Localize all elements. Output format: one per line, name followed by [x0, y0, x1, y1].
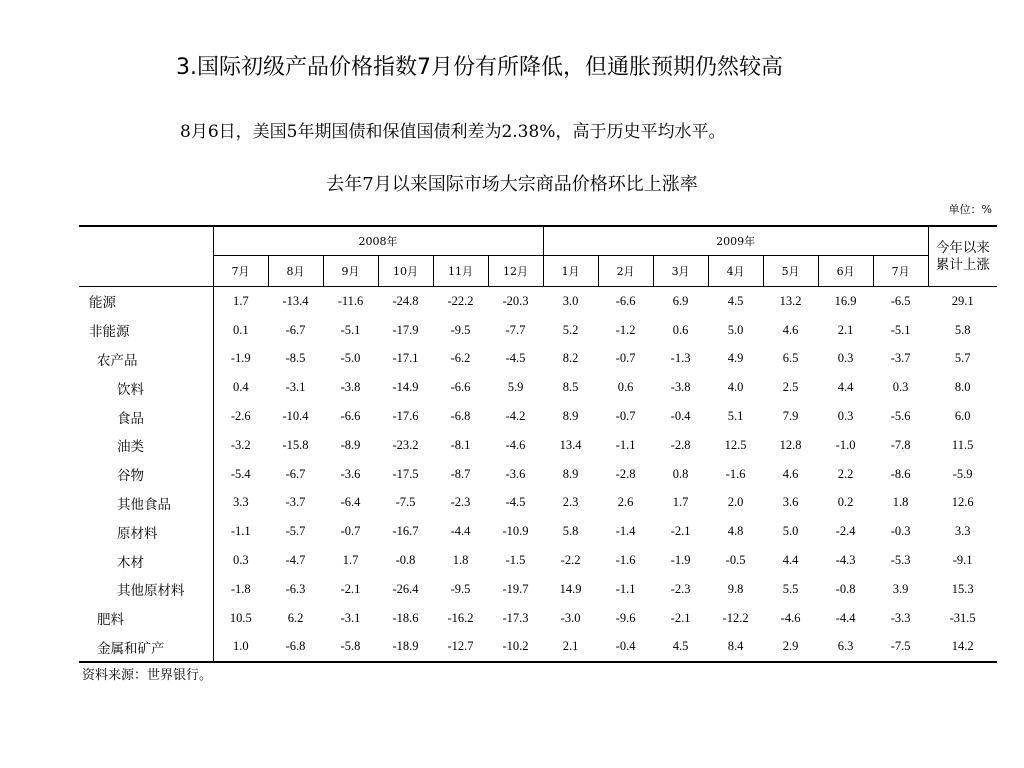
- header-year-2009: 2009年: [543, 226, 928, 256]
- header-cumulative-text: 今年以来累计上涨: [935, 239, 990, 273]
- cell-value: -10.4: [282, 409, 309, 424]
- cell-value: -10.9: [502, 524, 529, 539]
- cell-value: 2.9: [782, 639, 799, 654]
- cell-value: 4.5: [708, 287, 763, 316]
- cell-value: 5.9: [507, 380, 524, 395]
- cell-value: -7.8: [890, 437, 911, 452]
- cell-value: -1.8: [213, 575, 268, 604]
- cell-value: 2.6: [617, 495, 634, 510]
- cell-value: 1.8: [452, 553, 469, 568]
- cell-value: -4.7: [285, 553, 306, 568]
- cell-value: -17.6: [392, 409, 419, 424]
- cell-value: -4.5: [505, 351, 526, 366]
- cell-value: 4.6: [782, 466, 799, 481]
- cell-value: 5.0: [727, 322, 744, 337]
- cell-value: 8.4: [727, 639, 744, 654]
- cell-value: 8.9: [562, 466, 579, 481]
- cell-value: -12.7: [447, 639, 474, 654]
- cell-value: -17.3: [502, 610, 529, 625]
- cell-value: -8.5: [285, 351, 306, 366]
- cell-value: -2.1: [670, 524, 691, 539]
- cell-value: 0.6: [617, 380, 634, 395]
- header-month: 3月: [653, 256, 708, 287]
- cell-value: -9.5: [450, 581, 471, 596]
- cell-value: -5.1: [340, 322, 361, 337]
- cell-value: -17.5: [392, 466, 419, 481]
- table-row: [79, 546, 997, 575]
- header-corner: [79, 226, 213, 287]
- cell-value: -3.1: [285, 380, 306, 395]
- header-month: 5月: [763, 256, 818, 287]
- source-note: 资料来源：世界银行。: [82, 668, 213, 683]
- cell-value: 4.4: [782, 553, 799, 568]
- row-label: 谷物: [117, 468, 144, 485]
- cell-value: -11.6: [323, 287, 378, 316]
- cell-value: 14.9: [559, 581, 582, 596]
- cell-value: 6.9: [653, 287, 708, 316]
- cell-value: 1.0: [213, 633, 268, 663]
- cumulative-value: -31.5: [949, 610, 976, 625]
- header-month: 4月: [708, 256, 763, 287]
- header-month: 10月: [378, 256, 433, 287]
- cell-value: -10.2: [502, 639, 529, 654]
- cell-value: 12.8: [779, 437, 802, 452]
- cell-value: -0.7: [615, 351, 636, 366]
- cell-value: -6.5: [873, 287, 928, 316]
- cell-value: 3.9: [892, 581, 909, 596]
- cell-value: 4.0: [727, 380, 744, 395]
- cell-value: -0.5: [725, 553, 746, 568]
- unit-label: 单位：%: [948, 203, 992, 216]
- cell-value: 10.5: [213, 604, 268, 633]
- table-row: [79, 460, 997, 489]
- cell-value: 13.2: [763, 287, 818, 316]
- cell-value: 1.7: [213, 287, 268, 316]
- header-row-years: [79, 226, 997, 256]
- cell-value: 4.6: [782, 322, 799, 337]
- cell-value: -9.5: [450, 322, 471, 337]
- cell-value: 0.8: [672, 466, 689, 481]
- header-month: 7月: [213, 256, 268, 287]
- cell-value: -1.1: [213, 517, 268, 546]
- cell-value: 0.2: [837, 495, 854, 510]
- cell-value: 0.1: [213, 316, 268, 345]
- cell-value: 9.8: [727, 581, 744, 596]
- cumulative-value: 11.5: [951, 437, 974, 452]
- header-month: 12月: [488, 256, 543, 287]
- cumulative-value: 3.3: [954, 524, 971, 539]
- table-row: [79, 517, 997, 546]
- cell-value: -15.8: [282, 437, 309, 452]
- cell-value: 5.1: [727, 409, 744, 424]
- cell-value: -1.6: [725, 466, 746, 481]
- cell-value: -6.7: [285, 322, 306, 337]
- cumulative-value: 29.1: [928, 287, 997, 316]
- bond-spread-note: 8月6日，美国5年期国债和保值国债利差为2.38%，高于历史平均水平。: [180, 122, 726, 142]
- cell-value: -0.3: [890, 524, 911, 539]
- cell-value: 1.7: [342, 553, 359, 568]
- cell-value: 8.5: [562, 380, 579, 395]
- cumulative-value: 14.2: [951, 639, 974, 654]
- cell-value: -1.0: [835, 437, 856, 452]
- cell-value: -4.6: [780, 610, 801, 625]
- table-row: [79, 345, 997, 374]
- cell-value: 0.6: [672, 322, 689, 337]
- cumulative-value: 12.6: [951, 495, 974, 510]
- cell-value: 2.1: [562, 639, 579, 654]
- row-label: 木材: [117, 554, 144, 571]
- cell-value: 5.8: [562, 524, 579, 539]
- row-label: 肥料: [97, 612, 124, 629]
- header-year-2008: 2008年: [213, 226, 543, 256]
- cell-value: -1.4: [615, 524, 636, 539]
- cell-value: 2.3: [562, 495, 579, 510]
- cell-value: 12.5: [724, 437, 747, 452]
- cell-value: 4.4: [837, 380, 854, 395]
- cell-value: -6.6: [340, 409, 361, 424]
- cell-value: -18.9: [392, 639, 419, 654]
- cell-value: -3.7: [285, 495, 306, 510]
- row-label: 饮料: [117, 381, 144, 398]
- cell-value: 6.3: [837, 639, 854, 654]
- row-label: 其他食品: [117, 496, 171, 513]
- table-row: [79, 402, 997, 431]
- cell-value: -5.6: [890, 409, 911, 424]
- cell-value: -1.3: [670, 351, 691, 366]
- cell-value: -5.0: [340, 351, 361, 366]
- cell-value: -3.6: [340, 466, 361, 481]
- row-label: 原材料: [117, 525, 158, 542]
- cell-value: -23.2: [392, 437, 419, 452]
- header-month: 1月: [543, 256, 598, 287]
- cumulative-value: -9.1: [952, 553, 973, 568]
- cell-value: -0.7: [340, 524, 361, 539]
- cumulative-value: 8.0: [954, 380, 971, 395]
- cell-value: -3.8: [340, 380, 361, 395]
- cumulative-value: 5.7: [954, 351, 971, 366]
- cell-value: 5.0: [782, 524, 799, 539]
- row-label: 农产品: [97, 352, 138, 369]
- cell-value: -8.1: [450, 437, 471, 452]
- cell-value: -1.9: [213, 345, 268, 374]
- cell-value: -20.3: [488, 287, 543, 316]
- cell-value: -2.6: [213, 402, 268, 431]
- cumulative-value: 6.0: [954, 409, 971, 424]
- cell-value: -5.7: [285, 524, 306, 539]
- cell-value: -2.8: [615, 466, 636, 481]
- cell-value: -4.2: [505, 409, 526, 424]
- cell-value: 1.7: [672, 495, 689, 510]
- cell-value: -24.8: [378, 287, 433, 316]
- cell-value: -8.9: [340, 437, 361, 452]
- cell-value: -3.2: [213, 431, 268, 460]
- cell-value: -22.2: [433, 287, 488, 316]
- cell-value: -0.4: [670, 409, 691, 424]
- cell-value: -8.6: [890, 466, 911, 481]
- cell-value: 3.3: [213, 489, 268, 518]
- cell-value: -6.3: [285, 581, 306, 596]
- cell-value: -5.8: [340, 639, 361, 654]
- cell-value: -2.8: [670, 437, 691, 452]
- cell-value: -5.3: [890, 553, 911, 568]
- cell-value: -14.9: [392, 380, 419, 395]
- row-label: 其他原材料: [117, 583, 185, 600]
- cell-value: -7.7: [505, 322, 526, 337]
- row-label: 油类: [117, 439, 144, 456]
- cell-value: -16.2: [447, 610, 474, 625]
- cell-value: -18.6: [392, 610, 419, 625]
- cell-value: 0.3: [892, 380, 909, 395]
- cell-value: -16.7: [392, 524, 419, 539]
- cell-value: -2.4: [835, 524, 856, 539]
- header-month: 9月: [323, 256, 378, 287]
- cell-value: -17.1: [392, 351, 419, 366]
- commodity-price-table: [79, 225, 997, 663]
- cell-value: -19.7: [502, 581, 529, 596]
- cell-value: -3.3: [890, 610, 911, 625]
- table-row: [79, 373, 997, 402]
- cell-value: -8.7: [450, 466, 471, 481]
- cell-value: -4.4: [835, 610, 856, 625]
- cell-value: 0.3: [837, 409, 854, 424]
- cell-value: -0.7: [615, 409, 636, 424]
- cell-value: -3.1: [340, 610, 361, 625]
- cell-value: 2.0: [727, 495, 744, 510]
- cell-value: 5.5: [782, 581, 799, 596]
- cell-value: -6.4: [340, 495, 361, 510]
- cell-value: 7.9: [782, 409, 799, 424]
- cell-value: -4.6: [505, 437, 526, 452]
- cell-value: -2.1: [670, 610, 691, 625]
- table-row: [79, 633, 997, 663]
- table-body: [79, 287, 997, 663]
- header-cumulative: [928, 226, 997, 287]
- cell-value: 3.0: [543, 287, 598, 316]
- table-row: [79, 575, 997, 604]
- cell-value: -1.9: [670, 553, 691, 568]
- cell-value: -5.1: [890, 322, 911, 337]
- cell-value: -2.1: [340, 581, 361, 596]
- cell-value: 2.2: [837, 466, 854, 481]
- cell-value: -6.8: [450, 409, 471, 424]
- cell-value: -6.6: [598, 287, 653, 316]
- cell-value: -6.6: [450, 380, 471, 395]
- cell-value: -9.6: [615, 610, 636, 625]
- cell-value: 13.4: [559, 437, 582, 452]
- header-month: 7月: [873, 256, 928, 287]
- row-label: 能源: [79, 287, 213, 316]
- cell-value: -5.4: [213, 460, 268, 489]
- table-title: 去年7月以来国际市场大宗商品价格环比上涨率: [326, 174, 698, 195]
- cell-value: -0.8: [835, 581, 856, 596]
- table-row: [79, 287, 997, 316]
- cell-value: -3.0: [560, 610, 581, 625]
- header-month: 2月: [598, 256, 653, 287]
- cell-value: 0.3: [837, 351, 854, 366]
- table-row: [79, 604, 997, 633]
- cell-value: -6.8: [285, 639, 306, 654]
- cumulative-value: -5.9: [952, 466, 973, 481]
- cumulative-value: 5.8: [954, 322, 971, 337]
- cell-value: -4.5: [505, 495, 526, 510]
- cell-value: -1.1: [615, 581, 636, 596]
- table-row: [79, 316, 997, 345]
- cell-value: 8.2: [562, 351, 579, 366]
- cell-value: -4.4: [450, 524, 471, 539]
- cell-value: -1.1: [615, 437, 636, 452]
- cell-value: 4.8: [727, 524, 744, 539]
- header-month: 11月: [433, 256, 488, 287]
- cell-value: 0.3: [213, 546, 268, 575]
- cell-value: 5.2: [562, 322, 579, 337]
- header-month: 8月: [268, 256, 323, 287]
- cell-value: -17.9: [392, 322, 419, 337]
- cumulative-value: 15.3: [951, 581, 974, 596]
- header-row-months: [79, 256, 997, 287]
- cell-value: 8.9: [562, 409, 579, 424]
- cell-value: -0.4: [615, 639, 636, 654]
- cell-value: 4.5: [672, 639, 689, 654]
- row-label: 非能源: [89, 324, 130, 341]
- cell-value: -2.3: [450, 495, 471, 510]
- cell-value: 3.6: [782, 495, 799, 510]
- cell-value: -13.4: [268, 287, 323, 316]
- table-row: [79, 489, 997, 518]
- cell-value: 16.9: [818, 287, 873, 316]
- cell-value: 4.9: [727, 351, 744, 366]
- cell-value: 6.5: [782, 351, 799, 366]
- cell-value: 0.4: [213, 373, 268, 402]
- cell-value: -3.8: [670, 380, 691, 395]
- cell-value: -6.2: [450, 351, 471, 366]
- row-label: 金属和矿产: [97, 640, 165, 657]
- cell-value: -12.2: [722, 610, 749, 625]
- cell-value: -1.5: [505, 553, 526, 568]
- header-month: 6月: [818, 256, 873, 287]
- cell-value: -2.2: [560, 553, 581, 568]
- cell-value: 2.1: [837, 322, 854, 337]
- row-label: 食品: [117, 410, 144, 427]
- cell-value: 2.5: [782, 380, 799, 395]
- cell-value: -26.4: [392, 581, 419, 596]
- cell-value: -7.5: [395, 495, 416, 510]
- cell-value: -4.3: [835, 553, 856, 568]
- cell-value: -3.6: [505, 466, 526, 481]
- cell-value: -0.8: [395, 553, 416, 568]
- cell-value: -3.7: [890, 351, 911, 366]
- slide-title: 3.国际初级产品价格指数7月份有所降低，但通胀预期仍然较高: [176, 55, 783, 80]
- cell-value: -1.6: [615, 553, 636, 568]
- cell-value: -1.2: [615, 322, 636, 337]
- table-row: [79, 431, 997, 460]
- cell-value: -2.3: [670, 581, 691, 596]
- cell-value: -6.7: [285, 466, 306, 481]
- cell-value: 6.2: [287, 610, 304, 625]
- cell-value: -7.5: [890, 639, 911, 654]
- cell-value: 1.8: [892, 495, 909, 510]
